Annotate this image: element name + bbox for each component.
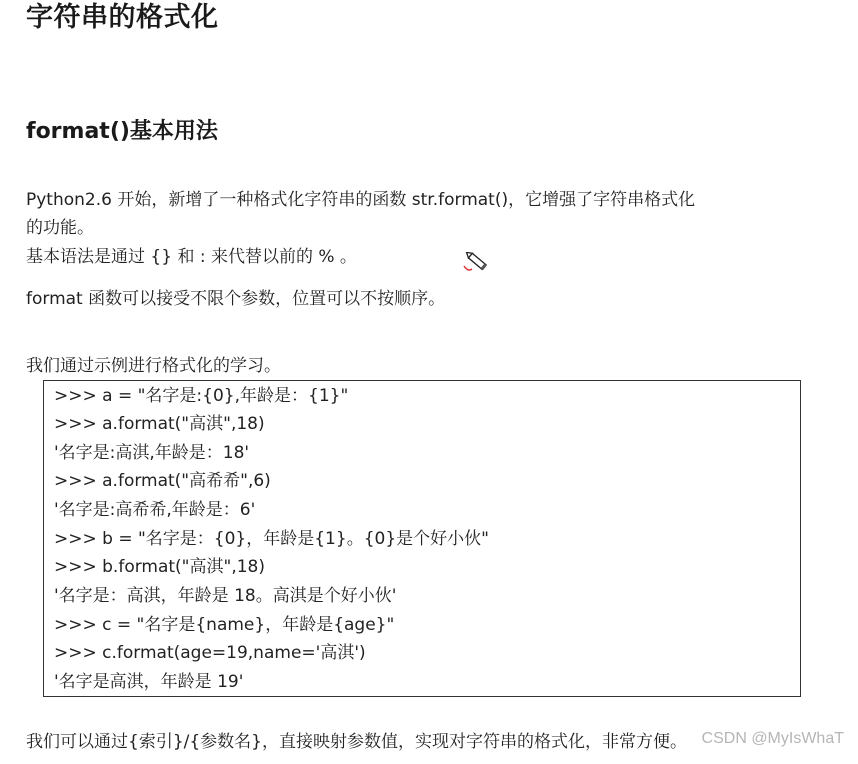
summary-paragraph: 我们可以通过{索引}/{参数名}，直接映射参数值，实现对字符串的格式化，非常方便。: [26, 732, 687, 752]
example-intro: 我们通过示例进行格式化的学习。: [26, 356, 281, 376]
intro-paragraph-line2: 的功能。: [26, 218, 94, 238]
code-line: >>> a = "名字是:{0},年龄是：{1}": [54, 386, 349, 406]
page-title: 字符串的格式化: [26, 2, 219, 33]
code-line: >>> a.format("高希希",6): [54, 471, 271, 491]
code-line: >>> c = "名字是{name}，年龄是{age}": [54, 615, 395, 635]
code-line: >>> a.format("高淇",18): [54, 414, 265, 434]
syntax-paragraph: 基本语法是通过 {} 和 : 来代替以前的 % 。: [26, 247, 357, 267]
code-line: '名字是:高希希,年龄是：6': [54, 500, 256, 520]
code-line: >>> c.format(age=19,name='高淇'): [54, 643, 366, 663]
code-line: '名字是：高淇，年龄是 18。高淇是个好小伙': [54, 586, 397, 606]
code-line: '名字是:高淇,年龄是：18': [54, 443, 250, 463]
code-example-box: [43, 380, 801, 697]
intro-paragraph-line1: Python2.6 开始，新增了一种格式化字符串的函数 str.format()，它增强了字符串格式化: [26, 190, 696, 210]
pencil-icon: [458, 252, 492, 276]
section-title: format()基本用法: [26, 119, 218, 144]
code-line: >>> b.format("高淇",18): [54, 557, 265, 577]
code-line: '名字是高淇，年龄是 19': [54, 672, 244, 692]
format-paragraph: format 函数可以接受不限个参数，位置可以不按顺序。: [26, 289, 446, 309]
watermark: CSDN @MyIsWhaT: [701, 730, 844, 747]
code-line: >>> b = "名字是：{0}，年龄是{1}。{0}是个好小伙": [54, 529, 489, 549]
